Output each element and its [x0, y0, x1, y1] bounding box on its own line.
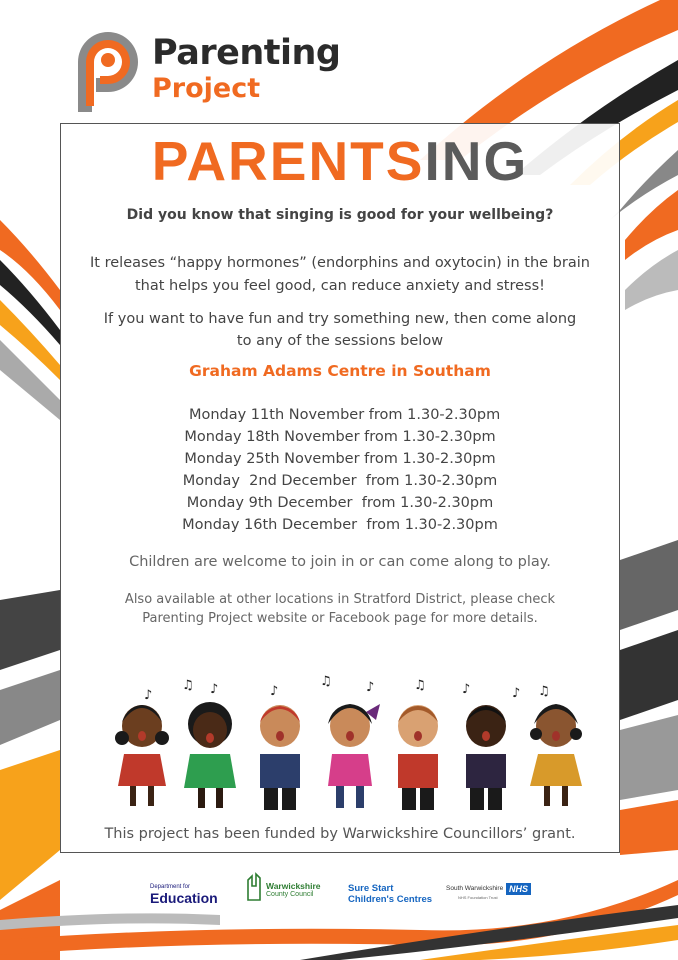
surestart-logo-line-2: Children's Centres — [348, 894, 433, 905]
child-figure — [115, 705, 169, 806]
invite-line-1: If you want to have fun and try something new, then come along — [103, 311, 577, 327]
hormones-line-2: that helps you feel good, can reduce anxiety and stress! — [135, 278, 545, 294]
child-figure — [260, 705, 300, 810]
child-figure — [328, 704, 380, 808]
nhs-badge: NHS — [506, 883, 531, 895]
session-item: Monday 9th December from 1.30-2.30pm — [186, 495, 494, 511]
child-figure — [184, 702, 236, 808]
parenting-project-logo — [66, 22, 356, 114]
logo-word-project: Project — [152, 73, 261, 104]
title-part-2: S — [385, 130, 425, 192]
title-part-3: ING — [424, 130, 529, 192]
wellbeing-question: Did you know that singing is good for your wellbeing? — [126, 207, 554, 223]
warwickshire-bear-icon — [244, 872, 264, 902]
nhs-logo-line-1: South Warwickshire — [446, 885, 504, 892]
session-item: Monday 2nd December from 1.30-2.30pm — [182, 473, 498, 489]
availability-line-2: Parenting Project website or Facebook page for more details. — [142, 611, 538, 626]
music-note-icon: ♫ — [182, 678, 194, 693]
logo-word-parenting: Parenting — [152, 33, 341, 73]
title-part-1: PARENT — [151, 130, 386, 192]
invite-paragraph — [61, 308, 619, 352]
venue-heading: Graham Adams Centre in Southam — [189, 362, 491, 380]
singing-children-illustration — [110, 668, 596, 818]
sponsor-logos — [140, 868, 540, 908]
session-item: Monday 25th November from 1.30-2.30pm — [184, 451, 496, 467]
music-note-icon: ♪ — [144, 688, 153, 703]
hormones-paragraph — [61, 252, 619, 298]
availability-note — [61, 590, 619, 628]
child-figure — [398, 705, 438, 810]
music-note-icon: ♪ — [270, 684, 279, 699]
music-note-icon: ♫ — [414, 678, 426, 693]
hormones-line-1: It releases “happy hormones” (endorphins and oxytocin) in the brain — [90, 255, 590, 271]
music-note-icon: ♪ — [366, 680, 375, 695]
session-list — [61, 404, 619, 536]
music-note-icon: ♫ — [320, 674, 332, 689]
warwickshire-logo-line-1: Warwickshire — [266, 881, 321, 891]
page-title — [61, 130, 619, 192]
music-note-icon: ♪ — [210, 682, 219, 697]
surestart-logo-line-1: Sure Start — [348, 883, 394, 894]
child-figure — [466, 705, 506, 810]
availability-line-1: Also available at other locations in Stratford District, please check — [124, 592, 556, 607]
funding-note: This project has been funded by Warwickshire Councillors’ grant. — [104, 826, 576, 842]
nhs-logo-line-2: NHS Foundation Trust — [458, 895, 498, 900]
music-note-icon: ♪ — [462, 682, 471, 697]
session-item: Monday 16th December from 1.30-2.30pm — [182, 517, 498, 533]
session-item: Monday 11th November from 1.30-2.30pm — [179, 407, 501, 423]
invite-line-2: to any of the sessions below — [236, 333, 444, 349]
child-figure — [530, 704, 582, 806]
children-note: Children are welcome to join in or can come along to play. — [129, 554, 551, 570]
music-note-icon: ♪ — [512, 686, 521, 701]
music-note-icon: ♫ — [538, 684, 550, 699]
warwickshire-logo-line-2: County Council — [266, 891, 314, 898]
session-item: Monday 18th November from 1.30-2.30pm — [184, 429, 496, 445]
dfe-logo-line-1: Department for — [150, 884, 191, 890]
logo-icon — [66, 22, 146, 114]
dfe-logo-line-2: Education — [150, 890, 218, 906]
